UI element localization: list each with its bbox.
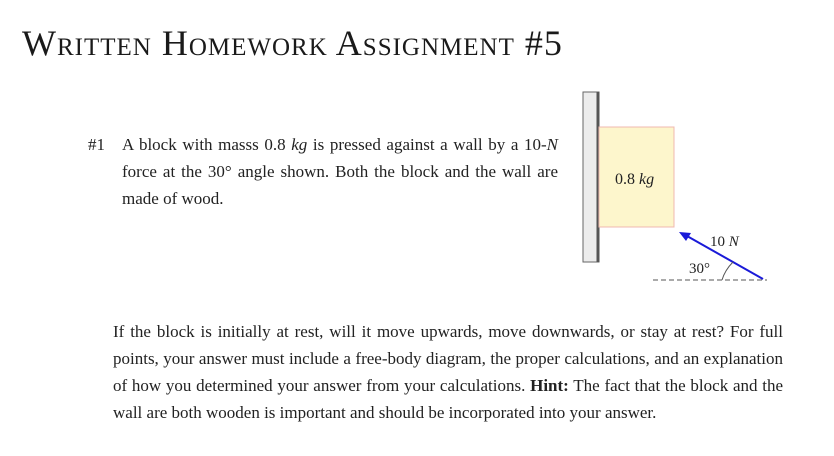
block-label: 0.8 kg — [615, 171, 655, 188]
problem-text-part: is pressed against a wall by a — [312, 135, 519, 154]
problem-text — [88, 131, 558, 212]
mass-unit: kg — [291, 135, 308, 154]
question-paragraph — [113, 318, 783, 426]
hint-label: Hint: — [530, 376, 569, 395]
problem-number: #1 — [88, 135, 105, 154]
problem-statement — [88, 131, 558, 212]
question-text: If the block is initially at rest, will it move upwards, move downwards, or stay at rest? For full points, your answer must include a free-body diagram, the proper calculations, and an explanation of how you determined your answer from your calculations. — [113, 322, 783, 395]
problem-text-part: A block with masss 0.8 — [122, 135, 286, 154]
force-label: 10 N — [710, 234, 739, 250]
diagram-svg — [575, 92, 775, 292]
force-unit: N — [546, 135, 558, 154]
block-wall-diagram — [575, 92, 775, 292]
problem-text-part: 10- — [523, 135, 547, 154]
problem-text-part: force at the 30° angle shown. Both the block and the wall are made of wood. — [122, 162, 558, 208]
page-title: Written Homework Assignment #5 — [22, 23, 563, 63]
angle-label: 30° — [689, 261, 710, 277]
hint-text: The fact that the block and the wall are both wooden is important and should be incorporated into your answer. — [113, 376, 784, 422]
angle-arc — [722, 262, 733, 280]
